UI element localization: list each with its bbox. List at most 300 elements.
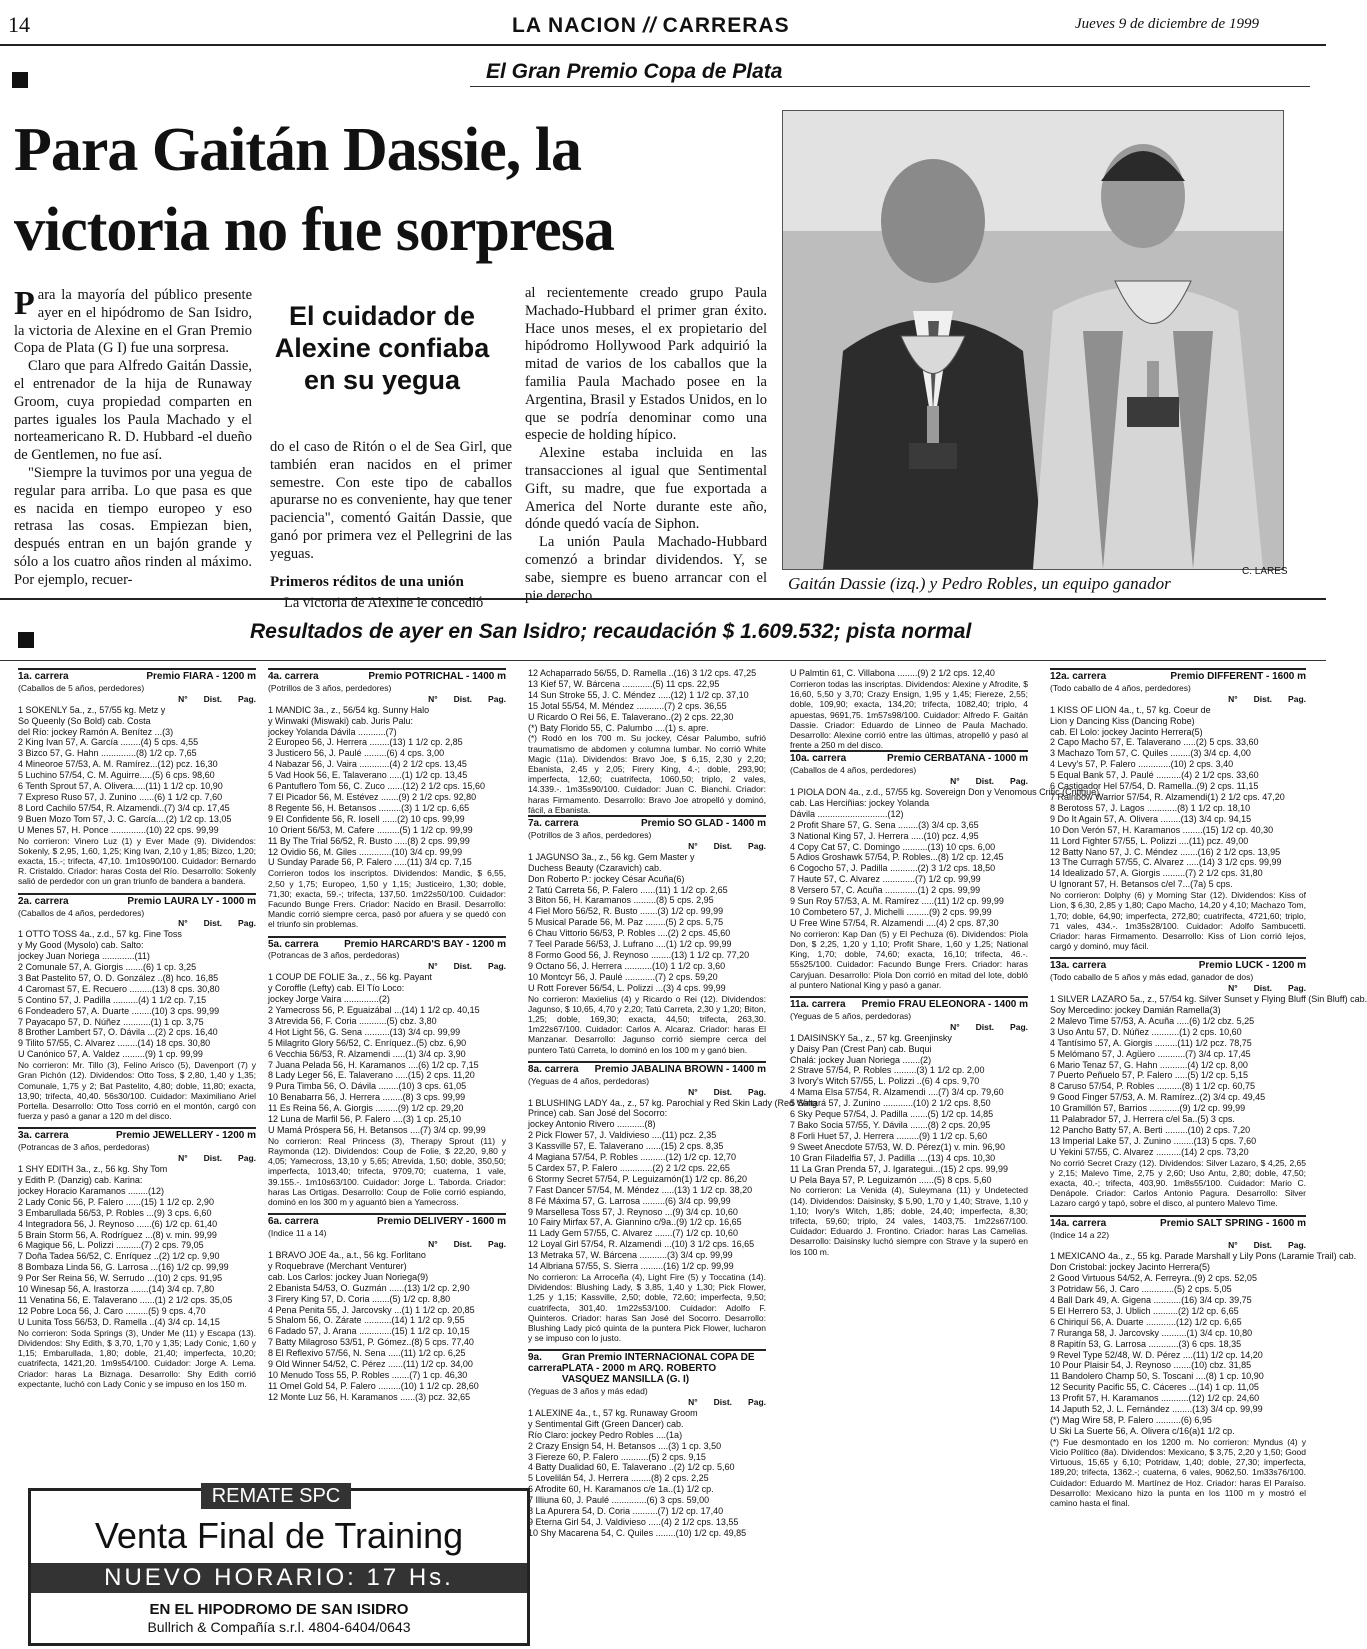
result-line: 4 Copy Cat 57, C. Domingo ..........(13) 10 cps. 6,00: [790, 841, 996, 852]
result-line: 12 Monte Luz 56, H. Karamanos ......(3) pcz. 32,65: [268, 1391, 471, 1402]
result-line: U Sunday Parade 56, P. Falero .....(11) 3/4 cp. 7,15: [268, 857, 472, 868]
photo-illustration: [783, 111, 1283, 569]
article-paragraph: al recientemente creado grupo Paula Machado-Hubbard el primer gran éxito. Hace unos meses, el ex propietario del hipódromo Hollywood Park adquirió la mitad de varios de los caballos que la familia Paula Machado posee en la Argentina, Brasil y Estados Unidos, en lo que se podría denominar como una especie de holding hípico.: [525, 285, 767, 444]
results-title: Resultados de ayer en San Isidro; recaudación $ 1.609.532; pista normal: [250, 620, 972, 643]
result-line: 4 Mama Elsa 57/54, R. Alzamendi ....(7) 3/4 cp. 79,60: [790, 1087, 1004, 1098]
result-line: 5 Brain Storm 56, A. Rodríguez ...(8) v. min. 99,99: [18, 1229, 217, 1240]
race-header: [268, 940, 506, 951]
column-header-pag: Pag.: [488, 961, 506, 972]
race-notes: (*) Rodó en los 700 m. Su jockey, César Palumbo, sufrió traumatismo de abdomen y columna lumbar. No corrió White Magic (11a). Dividendos: Bravo Joe, $ 6,15, 2,30 y 2,20; Ebanista, 2,45 y 2,05; Firery King, 4.-; doble, 293,90; imperfecta, 12,60; cuatrifecta, 1060,50; triplo, 2 vales, 14.339.-. 1m35s90/100. Cuidador: Juan C. Bianchi. Criador: haras Firmamento. Desarrollo: Bravo Joe atropelló y dominó, fácil, a Ebanista.: [528, 733, 766, 815]
result-line: 9 Buen Mozo Tom 57, J. C. García....(2) 1/2 cp. 13,05: [18, 813, 232, 824]
race-number: 4a. carrera: [268, 671, 319, 682]
article-paragraph: La unión Paula Machado-Hubbard comenzó a brindar dividendos. Y, se sabe, siempre es bueno arrancar con el pie derecho.: [525, 534, 767, 604]
race-result: [790, 668, 1028, 750]
result-line: jockey Yolanda Dávila ...........(7): [268, 726, 397, 737]
race-conditions: (Todo caballo de 5 años y más edad, ganador de dos): [1050, 972, 1254, 983]
result-line: 9 Por Ser Reina 56, W. Serrudo ...(10) 2 cps. 91,95: [18, 1273, 223, 1284]
race-conditions: (Potrancas de 3 años, perdedoras): [18, 1142, 150, 1153]
column-header-dist: Dist.: [1253, 1240, 1273, 1251]
race-column-headers: [268, 694, 506, 705]
race-conditions: (Yeguas de 4 años, perdedoras): [528, 1075, 650, 1086]
race-header: [528, 819, 766, 830]
race-column-headers: [1050, 1240, 1306, 1251]
result-line: 11 Omel Gold 54, P. Falero .........(10) 1 1/2 cp. 28,60: [268, 1380, 479, 1391]
result-line: U Rott Forever 56/54, L. Polizzi ...(3) 4 cps. 99,99: [528, 982, 726, 993]
result-line: cab. Los Carlos: jockey Juan Noriega(9): [268, 1271, 429, 1282]
race-name: Premio JABALINA BROWN - 1400 m: [594, 1063, 766, 1075]
result-line: y Winwaki (Miswaki) cab. Juris Palu:: [268, 715, 414, 726]
column-header-n: N°: [950, 1021, 960, 1032]
column-header-dist: Dist.: [453, 961, 473, 972]
race-column-headers: [18, 1153, 256, 1164]
ad-title: Venta Final de Training: [94, 1515, 464, 1556]
result-line: 2 Good Virtuous 54/52, A. Ferreyra..(9) 2 cps. 52,05: [1050, 1273, 1257, 1284]
race-header: [528, 1065, 766, 1076]
result-line: 5 Milagrito Glory 56/52, C. Enríquez..(5) cbz. 6,90: [268, 1037, 467, 1048]
race-column-headers: [18, 694, 256, 705]
result-line: U Canónico 57, A. Valdez .........(9) 1 cp. 99,99: [18, 1049, 203, 1060]
result-line: So Queenly (So Bold) cab. Costa: [18, 715, 151, 726]
result-line: U Mamá Próspera 56, H. Betansos ....(7) 3/4 cp. 99,99: [268, 1124, 486, 1135]
column-header-pag: Pag.: [238, 693, 256, 704]
race-result: [268, 1213, 506, 1402]
result-line: 2 Europeo 56, J. Herrera ........(13) 1 1/2 cp. 2,85: [268, 737, 463, 748]
result-line: 3 Fiereze 60, P. Falero ...........(5) 2 cps. 9,15: [528, 1451, 706, 1462]
race-conditions: (Potrancas de 3 años, perdedoras): [268, 950, 400, 961]
result-line: 7 Illiuna 60, J. Paulé ..............(6) 3 cps. 59,00: [528, 1495, 710, 1506]
column-header-pag: Pag.: [238, 1153, 256, 1164]
column-header-n: N°: [1228, 983, 1238, 994]
result-line: y My Good (Mysolo) cab. Salto:: [18, 940, 144, 951]
column-header-dist: Dist.: [1253, 693, 1273, 704]
column-header-dist: Dist.: [975, 776, 995, 787]
result-line: 8 Brother Lambert 57, O. Dávila ...(2) 2 cps. 16,40: [18, 1027, 218, 1038]
column-header-dist: Dist.: [203, 918, 223, 929]
header-rule: [0, 44, 1326, 46]
result-line: 9 Marsellesa Toss 57, J. Reynoso ...(9) 3/4 cp. 10,60: [528, 1206, 738, 1217]
result-line: 7 Expreso Ruso 57, J. Zunino ......(6) 1 1/2 cp. 7,60: [18, 791, 223, 802]
result-line: 2 Strave 57/54, P. Robles .........(3) 1 1/2 cp. 2,00: [790, 1065, 985, 1076]
result-line: 10 Shy Macarena 54, C. Quiles ........(10) 1/2 cp. 49,85: [528, 1527, 747, 1538]
race-name: Premio CERBATANA - 1000 m: [887, 753, 1028, 765]
result-line: 11 Bandolero Champ 50, S. Toscani ....(8) 1 cp. 10,90: [1050, 1371, 1264, 1382]
section-marker-icon: [18, 632, 34, 648]
result-line: (*) Mag Wire 58, P. Falero ..........(6) 6,95: [1050, 1414, 1212, 1425]
result-line: 12 Loyal Girl 57/54, R. Alzamendi ...(10) 3 1/2 cps. 16,65: [528, 1239, 755, 1250]
masthead-separator: //: [642, 14, 657, 37]
race-notes: Corrieron todas las inscriptas. Dividendos: Alexine y Afrodite, $ 16,60, 5,50 y 3,70; Crazy Ensign, 1,95 y 1,45; Fiereze, 2,55; doble, 109,90; exacta, 134,20; trifecta, 1082,40; triplo, 4 apuestas, 9691,75. 1m57s98/100. Cuidador: Alfredo F. Gaitán Dassie. Criador: Eduardo de Linneo de Paula Machado. Desarrollo: Alexine corrió entre las últimas, atropelló y pasó al frente a 250 m del disco.: [790, 678, 1028, 751]
result-line: 6 Fadado 57, J. Arana .............(15) 1 1/2 cp. 10,15: [268, 1326, 470, 1337]
article-column-3: [525, 285, 767, 605]
race-name: Premio SO GLAD - 1400 m: [640, 818, 766, 830]
results-column-1: [18, 668, 256, 1395]
race-conditions: (Yeguas de 5 años, perdedoras): [790, 1010, 912, 1021]
column-header-n: N°: [688, 1086, 698, 1097]
result-line: 10 Pour Plaisir 54, J. Reynoso .......(10) cbz. 31,85: [1050, 1360, 1252, 1371]
column-header-dist: Dist.: [713, 1397, 733, 1408]
result-line: 1 JAGUNSO 3a., z., 56 kg. Gem Master y: [528, 851, 695, 862]
result-line: 13 Kief 57, W. Bárcena ............(5) 11 cps. 22,95: [528, 678, 720, 689]
result-line: 3 Embarullada 56/53, P. Robles ...(9) 3 cps. 6,60: [18, 1207, 212, 1218]
race-name: Premio HARCARD'S BAY - 1200 m: [344, 938, 506, 950]
result-line: 6 Stormy Secret 57/54, P. Leguizamón(1) 1/2 cp. 86,20: [528, 1173, 747, 1184]
race-column-headers: [790, 1022, 1028, 1033]
result-line: 14 Sun Stroke 55, J. C. Méndez .....(12) 1 1/2 cp. 37,10: [528, 689, 749, 700]
race-name: Premio LAURA LY - 1000 m: [127, 895, 256, 907]
ad-schedule: NUEVO HORARIO: 17 Hs.: [31, 1563, 527, 1593]
result-line: 11 Es Reina 56, A. Giorgis .........(9) 1/2 cp. 29,20: [268, 1103, 464, 1114]
result-line: 5 Saltará 57, J. Zunino ............(10) 2 1/2 cps. 8,50: [790, 1098, 991, 1109]
result-line: 1 SOKENLY 5a., z., 57/55 kg. Metz y: [18, 704, 166, 715]
paper-name: LA NACION: [512, 14, 637, 37]
race-header: [1050, 961, 1306, 972]
result-line: 14 Albriana 57/55, S. Sierra .........(16) 1/2 cp. 99,99: [528, 1261, 734, 1272]
result-line: Soy Mercedino: jockey Damián Ramella(3): [1050, 1004, 1221, 1015]
column-header-dist: Dist.: [1253, 983, 1273, 994]
race-column-headers: [268, 961, 506, 972]
race-notes: No corrieron: Real Princess (3), Therapy Sprout (11) y Raymonda (12). Dividendos: Coup de Folie, $ 22,20, 9,80 y 4,05; Yamecross, 13,10 y 5,65; Atrevida, 1,50; doble, 350,50; imperfecta, 1013,40; trifecta, 9709,70; cuaterna, 1 vale, 39.155.-. 1m10s63/100. Cuidador: Jorge L. Taborda. Criador: haras Las Ortigas. Desarrollo: Coup de Folie corrió espiando, dominó en los 300 m y aguantó bien a Yamecross.: [268, 1135, 506, 1208]
result-line: 5 Cardex 57, P. Falero .............(2) 2 1/2 cps. 22,65: [528, 1162, 730, 1173]
race-column-headers: [528, 841, 766, 852]
result-line: 9 Octano 56, J. Herrera ...........(10) 1 1/2 cp. 3,60: [528, 960, 726, 971]
result-line: cab. El Lolo: jockey Jacinto Herrera(5): [1050, 726, 1203, 737]
result-line: 12 Achaparrado 56/55, D. Ramella ..(16) 3 1/2 cps. 47,25: [528, 668, 757, 678]
result-line: 4 Tantísimo 57, A. Giorgis .........(11) 1/2 pcz. 78,75: [1050, 1037, 1252, 1048]
masthead: [512, 14, 790, 38]
result-line: 4 Hot Light 56, G. Sena ..........(13) 3/4 cp. 99,99: [268, 1026, 461, 1037]
race-header: [18, 1131, 256, 1142]
result-line: 7 Rainbow Warrior 57/54, R. Alzamendi(1) 2 1/2 cps. 47,20: [1050, 791, 1285, 802]
result-line: 2 Capo Macho 57, E. Talaverano .....(2) 5 cps. 33,60: [1050, 737, 1259, 748]
result-line: 7 Batty Milagroso 53/51, P. Gómez..(8) 5 cps. 77,40: [268, 1337, 474, 1348]
result-line: 13 Imperial Lake 57, J. Zunino ........(13) 5 cps. 7,60: [1050, 1135, 1257, 1146]
result-line: del Río: jockey Ramón A. Benítez ...(3): [18, 726, 174, 737]
result-line: 5 Contino 57, J. Padilla ..........(4) 1 1/2 cp. 7,15: [18, 994, 207, 1005]
result-line: 2 Malevo Time 57/53, A. Acuña .....(6) 1/2 cbz. 5,25: [1050, 1015, 1255, 1026]
result-line: 1 MEXICANO 4a., z., 55 kg. Parade Marshall y Lily Pons (Laramie Trail) cab.: [1050, 1251, 1357, 1262]
result-line: 13 Metraka 57, W. Bárcena ...........(3) 3/4 cp. 99,99: [528, 1250, 733, 1261]
result-line: 7 Payacapo 57, D. Núñez ...........(1) 1 cp. 3,75: [18, 1016, 204, 1027]
result-line: 12 Ovidio 56, M. Giles .............(10) 3/4 cp. 99,99: [268, 846, 463, 857]
result-line: 1 KISS OF LION 4a., t., 57 kg. Coeur de: [1050, 704, 1211, 715]
result-line: U Ignorant 57, H. Betansos c/el 7...(7a) 5 cps.: [1050, 879, 1233, 890]
ad-contact: Bullrich & Compañía s.r.l. 4804-6404/0643: [147, 1619, 411, 1635]
result-line: 7 Fast Dancer 57/54, M. Méndez .....(13) 1 1/2 cp. 38,20: [528, 1184, 753, 1195]
result-line: 10 Montcyr 56, J. Paulé ............(7) 2 cps. 59,20: [528, 971, 718, 982]
result-line: U Ricardo O Rei 56, E. Talaverano..(2) 2 cps. 22,30: [528, 711, 734, 722]
article-paragraph: La victoria de Alexine le concedió: [284, 595, 484, 612]
race-notes: No corrieron: Vinero Luz (1) y Ever Made (9). Dividendos: Sokenly, $ 2,95, 1,60, 1,25; King Ivan, 2,10 y 1,85; Bizco, 1,20; exacta, 15.-; trifecta, 47,10. 1m10s90/100. Cuidador: Bernardo R. Cristaldo. Criador: haras Costa del Río. Desarrollo: Sokenly salió de perdedor con un gran triunfo de bandera a bandera.: [18, 835, 256, 887]
result-line: 9 Revel Type 52/48, W. D. Pérez ....(11) 1/2 cp. 14,20: [1050, 1349, 1263, 1360]
result-line: (*) Baty Florido 55, C. Palumbo ....(1) s. apre.: [528, 722, 709, 733]
result-line: 2 Profit Share 57, G. Sena ........(3) 3/4 cp. 3,65: [790, 819, 979, 830]
result-line: U Yekini 57/55, C. Alvarez ..........(14) 2 cps. 73,20: [1050, 1146, 1249, 1157]
race-result: [18, 893, 256, 1122]
result-line: 5 Melómano 57, J. Agüero ...........(7) 3/4 cp. 17,45: [1050, 1048, 1251, 1059]
result-line: 2 Comunale 57, A. Giorgis .......(6) 1 cp. 3,25: [18, 962, 197, 973]
result-line: 6 Mario Tenaz 57, G. Hahn ...........(4) 1/2 cp. 8,00: [1050, 1059, 1248, 1070]
article-paragraph: Claro que para Alfredo Gaitán Dassie, el entrenador de la hija de Runaway Groom, cuya propiedad comparten en partes iguales los Paula Machado y el norteamericano R. D. Hubbard -el dueño de Gentlemen, no fue así.: [14, 358, 252, 464]
race-result: [268, 668, 506, 930]
column-header-dist: Dist.: [203, 1153, 223, 1164]
race-number: 10a. carrera: [790, 753, 847, 765]
result-line: Duchess Beauty (Czaravich) cab.: [528, 862, 662, 873]
race-number: 11a. carrera: [790, 999, 846, 1011]
race-name: Premio SALT SPRING - 1600 m: [1160, 1217, 1306, 1229]
result-line: 3 Bat Pastelito 57, O. D. González ..(8) hco. 16,85: [18, 972, 219, 983]
result-line: 4 Ball Dark 49, A. Gigena ...........(16) 3/4 cp. 39,75: [1050, 1295, 1252, 1306]
result-line: 6 Fondeadero 57, A. Duarte ........(10) 3 cps. 99,99: [18, 1005, 220, 1016]
race-notes: No corrieron: Kap Dan (5) y El Pechuza (6). Dividendos: Piola Don, $ 2,25, 1,20 y 1,10; Profit Share, 1,60 y 1,25; National King, 1,70; doble, 74,60; exacta, 16,10; trifecta, 46.-. 55s25/100. Cuidador: Facundo Bunge Frers. Criador: haras Caryjuan. Desarrollo: Piola Don corrió en mitad del lote, dobló al puntero National King y pasó a ganar.: [790, 928, 1028, 990]
result-line: 2 Yamecross 56, P. Eguaizábal ...(14) 1 1/2 cp. 40,15: [268, 1004, 480, 1015]
result-line: 3 Biton 56, H. Karamanos .........(8) 5 cps. 2,95: [528, 895, 714, 906]
race-notes: No corrieron: Dolphy (6) y Morning Star (12). Dividendos: Kiss of Lion, $ 6,30, 2,85 y 1,80; Capo Macho, 14,20 y 4,10; Machazo Tom, 1,70; doble, 64,90; imperfecta, 272,80; cuatrifecta, 4721,60; triplo, 71 vales, 434.-. 1m35s28/100. Cuidador: Adolfo Sambucetti. Criador: haras Firmamento. Desarrollo: Kiss of Lion corrió lejos, cargó y dominó, muy fácil.: [1050, 890, 1306, 952]
race-notes: Corrieron todos los inscriptos. Dividendos: Mandic, $ 6,55, 2,50 y 1,75; Europeo, 1,50 y 1,15; Justiceiro, 1,30; doble, 71,30; exacta, 59.-; trifecta, 137,50. 1m22s50/100. Cuidador: Facundo Bunge Frers. Criador: Nacido en Brasil. Desarrollo: Mandic corrió siempre cerca, pasó por afuera y se quedó con el triunfo sin problemas.: [268, 868, 506, 930]
result-line: jockey Horacio Karamanos ........(12): [18, 1185, 165, 1196]
result-line: 1 MANDIC 3a., z., 56/54 kg. Sunny Halo: [268, 704, 430, 715]
result-line: 7 El Picador 56, M. Estévez .......(9) 2 1/2 cps. 92,80: [268, 791, 477, 802]
remate-advertisement: [28, 1485, 530, 1646]
result-line: 5 Lovelilán 54, J. Herrera ........(8) 2 cps. 2,25: [528, 1473, 709, 1484]
result-line: 6 Castigador Hel 57/54, D. Ramella..(9) 2 cps. 11,15: [1050, 781, 1259, 792]
section-marker-icon: [12, 72, 28, 88]
result-line: 5 Adios Groshawk 57/54, P. Robles...(8) 1/2 cp. 12,45: [790, 852, 1004, 863]
race-number: 6a. carrera: [268, 1216, 319, 1228]
result-line: 12 Luna de Marfil 56, P. Falero ....(3) 1 cp. 25,10: [268, 1114, 461, 1125]
result-line: 12 Security Pacific 55, C. Cáceres ...(14) 1 cp. 11,05: [1050, 1382, 1259, 1393]
result-line: 4 Nabazar 56, J. Vaira ............(4) 2 1/2 cps. 13,45: [268, 759, 467, 770]
result-line: 8 Lord Cachilo 57/54, R. Alzamendi..(7) 3/4 cp. 17,45: [18, 802, 230, 813]
race-notes: No corrieron: Mr. Tillo (3), Felino Arisco (5), Davenport (7) y Gran Pichón (12). Dividendos: Otto Toss, $ 2,80, 1,40 y 1,35; Comunale, 1,75 y 2; Bat Pastelito, 4,80; doble, 11,80; exacta, 13,90; trifecta, 40,40. 56s30/100. Cuidador: Maximiliano Ariel Portella. Desarrollo: Otto Toss corrió en el montón, cargó con fuerza y pasó a ganar a 120 m del disco.: [18, 1060, 256, 1122]
column-header-pag: Pag.: [1288, 693, 1306, 704]
article-paragraph: Alexine estaba incluida en las transacciones al igual que Sentimental Gift, su madre, que fue exportada a America del Norte durante este año, dónde quedó vacía de Siphon.: [525, 445, 767, 533]
result-line: 14 Idealizado 57, A. Giorgis .........(7) 2 1/2 cps. 31,80: [1050, 868, 1263, 879]
race-column-headers: [268, 1239, 506, 1250]
result-line: 6 Pantuflero Tom 56, C. Zuco ......(12) 2 1/2 cps. 15,60: [268, 781, 485, 792]
result-line: jockey Juan Noriega .............(11): [18, 951, 150, 962]
result-line: 1 BRAVO JOE 4a., a.t., 56 kg. Forlitano: [268, 1249, 426, 1260]
result-line: 10 Don Verón 57, H. Karamanos ........(15) 1/2 cp. 40,30: [1050, 824, 1274, 835]
result-line: 7 Puerto Peñuelo 57, P. Falero .....(5) 1/2 cp. 5,15: [1050, 1070, 1248, 1081]
race-conditions: (Potrillos de 3 años, perdedores): [528, 829, 652, 840]
race-header: [790, 754, 1028, 765]
race-name: Gran Premio INTERNACIONAL COPA DE PLATA - 2000 m ARQ. ROBERTO VASQUEZ MANSILLA (G. I): [561, 1352, 755, 1386]
article-paragraph: do el caso de Ritón o el de Sea Girl, que también eran nacidos en el primer semestre. Con este tipo de caballos apurarse no es conveniente, hay que tener paciencia", comentó Gaitán Dassie, que ganó por primera vez el Pellegrini de las yeguas.: [270, 439, 512, 562]
headline: Para Gaitán Dassie, la victoria no fue sorpresa: [14, 116, 614, 264]
article-subhead: Primeros réditos de una unión: [270, 573, 464, 590]
column-header-pag: Pag.: [488, 1239, 506, 1250]
column-header-pag: Pag.: [1010, 776, 1028, 787]
column-header-n: N°: [1228, 1240, 1238, 1251]
result-line: 9 Old Winner 54/52, C. Pérez ......(11) 1/2 cp. 34,00: [268, 1359, 473, 1370]
result-line: 9 Good Finger 57/53, A. M. Ramírez..(2) 3/4 cp. 49,45: [1050, 1092, 1266, 1103]
result-line: 10 Benabarra 56, J. Herrera ........(8) 3 cps. 99,99: [268, 1092, 466, 1103]
result-line: y Coroffle (Lefty) cab. El Tío Loco:: [268, 983, 405, 994]
result-line: 1 COUP DE FOLIE 3a., z., 56 kg. Payant: [268, 972, 432, 983]
result-line: 5 El Herrero 53, J. Ublich ..........(2) 1/2 cp. 6,65: [1050, 1305, 1239, 1316]
race-name: Premio DELIVERY - 1600 m: [377, 1216, 506, 1228]
dropcap: P: [14, 285, 35, 322]
result-line: jockey Antonio Rivero ...........(8): [528, 1119, 656, 1130]
result-line: 10 Winesap 56, A. Irastorza .......(14) 3/4 cp. 7,80: [18, 1284, 215, 1295]
result-line: 10 Fairy Mirfax 57, A. Giannino c/9a..(9) 1/2 cp. 16,65: [528, 1217, 742, 1228]
race-number: 2a. carrera: [18, 895, 69, 907]
result-line: 1 OTTO TOSS 4a., z.d., 57 kg. Fine Toss: [18, 929, 182, 940]
result-line: Don Cristobal: jockey Jacinto Herrera(5): [1050, 1262, 1211, 1273]
race-result: [18, 1127, 256, 1389]
column-header-n: N°: [428, 961, 438, 972]
race-column-headers: [528, 1397, 766, 1408]
race-result: [1050, 1215, 1357, 1509]
result-line: U Free Wine 57/54, R. Alzamendi ....(4) 2 cps. 87,30: [790, 917, 999, 928]
result-line: 7 Teel Parade 56/53, J. Lufrano ....(1) 1/2 cp. 99,99: [528, 939, 732, 950]
race-conditions: (Todo caballo de 4 años, perdedores): [1050, 682, 1191, 693]
race-result: [528, 815, 766, 1055]
result-line: 3 Ivory's Witch 57/55, L. Polizzi ..(6) 4 cps. 9,70: [790, 1076, 980, 1087]
result-line: 7 Bako Socia 57/55, Y. Dávila .......(8) 2 cps. 20,95: [790, 1120, 991, 1131]
column-header-pag: Pag.: [1010, 1021, 1028, 1032]
result-line: 9 Tilito 57/55, C. Alvarez ........(14) 18 cps. 30,80: [18, 1038, 211, 1049]
result-line: 9 Sun Roy 57/53, A. M. Ramírez .....(11) 1/2 cp. 99,99: [790, 896, 1004, 907]
race-number: 8a. carrera: [528, 1063, 579, 1075]
result-line: 1 ALEXINE 4a., t., 57 kg. Runaway Groom: [528, 1407, 698, 1418]
ad-brand: REMATE SPC: [201, 1483, 351, 1509]
result-line: 3 Machazo Tom 57, C. Quiles ........(3) 3/4 cp. 4,00: [1050, 748, 1251, 759]
result-line: 4 Magiana 57/54, P. Robles ..........(12) 1/2 cp. 12,70: [528, 1152, 736, 1163]
deck-subheadline: El cuidador de Alexine confiaba en su yegua: [274, 301, 490, 395]
result-line: U Ski La Suerte 56, A. Olivera c/16(a)1 1/2 cp.: [1050, 1425, 1235, 1436]
result-line: 5 Vad Hook 56, E. Talaverano .....(1) 1/2 cp. 13,45: [268, 770, 468, 781]
column-header-n: N°: [178, 918, 188, 929]
result-line: 4 Fiel Moro 56/52, R. Busto .......(3) 1/2 cp. 99,99: [528, 906, 724, 917]
result-line: 11 Lord Fighter 57/55, L. Polizzi ....(11) pcz. 49,00: [1050, 835, 1249, 846]
result-line: 1 BLUSHING LADY 4a., z., 57 kg. Parochial y Red Skin Lady (Red Wing: [528, 1097, 817, 1108]
result-line: 6 Afrodite 60, H. Karamanos c/e 1a..(1) 1/2 cp.: [528, 1484, 714, 1495]
result-line: 3 Firery King 57, D. Coria .......(5) 1/2 cp. 8,80: [268, 1293, 451, 1304]
race-notes: (*) Fue desmontado en los 1200 m. No corrieron: Myndus (4) y Vicio Político (8a). Dividendos: Mexicano, $ 3,75, 2,20 y 1,50; Good Virtuous, 15,65 y 6,10; Potridaw, 1,40; doble, 27,30; imperfecta, 189,20; trifecta, 1362.-; cuaterna, 6 vales, 9062,50. 1m33s76/100. Cuidador: Eduardo M. Martínez de Hoz. Criador: haras El Paraíso. Desarrollo: Mexicano hizo la punta en los 1100 m y mostró el camino hasta el final.: [1050, 1436, 1306, 1509]
result-line: y Sentimental Gift (Green Dancer) cab.: [528, 1418, 684, 1429]
race-column-headers: [528, 1087, 766, 1098]
result-line: 12 Pancho Batty 57, A. Berti .........(10) 2 cps. 7,20: [1050, 1124, 1251, 1135]
photo-caption: Gaitán Dassie (izq.) y Pedro Robles, un equipo ganador: [788, 574, 1171, 593]
result-line: y Edith P. (Danzig) cab. Karina:: [18, 1175, 143, 1186]
result-line: 4 Caromast 57, E. Recuero .........(13) 8 cps. 30,80: [18, 983, 220, 994]
results-column-2: [268, 668, 506, 1409]
result-line: 13 Profit 57, H. Karamanos ...........(12) 1/2 cp. 24,60: [1050, 1393, 1260, 1404]
result-line: 10 Menudo Toss 55, P. Robles .......(7) 1 cp. 46,30: [268, 1369, 468, 1380]
result-line: 3 Bizco 57, G. Hahn ..............(8) 1/2 cp. 7,65: [18, 748, 197, 759]
result-line: 6 Chiriquí 56, A. Duarte ............(12) 1/2 cp. 6,65: [1050, 1316, 1242, 1327]
result-line: 3 Potridaw 56, J. Caro .............(5) 2 cps. 5,05: [1050, 1284, 1232, 1295]
result-line: 2 Crazy Ensign 54, H. Betansos ....(3) 1 cp. 3,50: [528, 1440, 722, 1451]
column-header-pag: Pag.: [748, 840, 766, 851]
result-line: 8 La Apurera 54, D. Coria ..........(7) 1/2 cp. 17,40: [528, 1506, 724, 1517]
race-result: [18, 668, 256, 887]
race-column-headers: [18, 918, 256, 929]
issue-date: Jueves 9 de diciembre de 1999: [1075, 16, 1259, 32]
result-line: 10 Gramillón 57, Barrios ............(9) 1/2 cp. 99,99: [1050, 1103, 1246, 1114]
result-line: 10 Orient 56/53, M. Cafere .........(5) 1 1/2 cp. 99,99: [268, 824, 473, 835]
result-line: 9 El Confidente 56, R. Iosell ......(2) 10 cps. 99,99: [268, 813, 465, 824]
result-line: 2 Lady Conic 56, P. Falero ......(15) 1 1/2 cp. 2,90: [18, 1196, 214, 1207]
result-line: U Palmtin 61, C. Villabona ........(9) 2 1/2 cps. 12,40: [790, 668, 995, 678]
race-notes: No corrieron: Maxielius (4) y Ricardo o Rei (12). Dividendos: Jagunso, $ 10,65, 4,70 y 2,20; Tatú Carreta, 2,30 y 1,20; Biton, 1,25; doble, 169,30; exacta, 44,50; trifecta, 263,30. 1m22s67/100. Cuidador: Carlos A. Alcaraz. Criador: haras El Manzanar. Desarrollo: Jagunso corrió siempre cerca del puntero Tatú Carreta, lo dominó en los 100 m y ganó bien.: [528, 993, 766, 1055]
column-header-dist: Dist.: [203, 693, 223, 704]
result-line: 8 Caruso 57/54, P. Robles ..........(8) 1 1/2 cp. 60,75: [1050, 1081, 1255, 1092]
race-notes: No corrieron: La Arroceña (4), Light Fire (5) y Toccatina (14). Dividendos: Blushing Lady, $ 3,85, 1,40 y 1,30; Pick Flower, 1,25 y 1,15; Kassville, 2,50; doble, 72,60; imperfecta, 9,50; cuatrifecta, 301,40. 1m22s53/100. Cuidador: Adolfo F. Quinteros. Criador: haras San José del Socorro. Desarrollo: Blushing Lady picó quinta de la puntera Pick Flower, lucharon y se impuso con lo justo.: [528, 1272, 766, 1344]
race-header: [18, 897, 256, 908]
race-conditions: (Indice 11 a 14): [268, 1228, 327, 1239]
article-paragraph: "Siempre la tuvimos por una yegua de regular para arriba. Lo que pasa es que es nacida en tiempo europeo y eso retrasa las cosas. Empiezan bien, después entran en un bajón grande y sólo a los cuatro años rinden al máximo. Por ejemplo, recuer-: [14, 464, 252, 588]
result-line: 3 Atrevida 56, F. Coria ...........(5) cbz. 3,80: [268, 1015, 437, 1026]
result-line: 5 Luchino 57/54, C. M. Aguirre.....(5) 6 cps. 98,60: [18, 770, 215, 781]
result-line: 6 Tenth Sprout 57, A. Olivera.....(11) 1 1/2 cp. 10,90: [18, 781, 223, 792]
result-line: 9 Do It Again 57, A. Olivera ........(13) 3/4 cp. 94,15: [1050, 813, 1252, 824]
result-line: 4 Integradora 56, J. Reynoso ......(6) 1/2 cp. 61,40: [18, 1218, 218, 1229]
result-line: 8 Formo Good 56, J. Reynoso ........(13) 1 1/2 cp. 77,20: [528, 949, 750, 960]
result-line: 7 Ruranga 58, J. Jarcovsky ..........(1) 3/4 cp. 10,80: [1050, 1327, 1253, 1338]
race-number: 12a. carrera: [1050, 671, 1107, 682]
result-line: 11 Palabrador 57, J. Herrera c/el 5a..(5) 3 cps.: [1050, 1114, 1235, 1125]
column-header-n: N°: [1228, 693, 1238, 704]
column-header-n: N°: [178, 693, 188, 704]
column-header-dist: Dist.: [713, 1086, 733, 1097]
result-line: 2 Tatú Carreta 56, P. Falero ......(11) 1 1/2 cp. 2,65: [528, 884, 728, 895]
column-header-n: N°: [428, 693, 438, 704]
result-line: 2 Ebanista 54/53, O. Guzmán ......(13) 1/2 cp. 2,90: [268, 1282, 470, 1293]
race-column-headers: [790, 776, 1028, 787]
column-header-dist: Dist.: [975, 1021, 995, 1032]
result-line: cab. Las Herciñias: jockey Yolanda: [790, 797, 930, 808]
result-line: 8 Regente 56, H. Betansos .........(3) 1 1/2 cp. 6,65: [268, 802, 470, 813]
race-number: 5a. carrera: [268, 938, 319, 950]
result-line: Río Claro: jockey Pedro Robles ....(1a): [528, 1429, 683, 1440]
result-line: 13 The Curragh 57/55, C. Alvarez .....(14) 3 1/2 cps. 99,99: [1050, 857, 1282, 868]
race-result: [528, 1349, 766, 1538]
race-conditions: (Indice 14 a 22): [1050, 1229, 1110, 1240]
result-line: 2 King Ivan 57, A. García ........(4) 5 cps. 4,55: [18, 737, 199, 748]
result-line: y Roquebrave (Merchant Venturer): [268, 1260, 407, 1271]
result-line: 6 Chau Vittorio 56/53, P. Robles ....(2) 2 cps. 45,60: [528, 928, 731, 939]
result-line: Don Roberto P.: jockey César Acuña(6): [528, 873, 685, 884]
column-header-dist: Dist.: [453, 1239, 473, 1250]
race-notes: No corrieron: La Venida (4), Suleymana (11) y Undetected (14). Dividendos: Daisinsky, $ 5,90, 1,70 y 1,40; Strave, 1,10 y 1,10; Ivory's Witch, 1,85; doble, 24,40; imperfecta, 8,30; trifecta, 59,60; triplo, 24 vales, 1403,75. 1m22s67/100. Cuidador: Eduardo J. Frontino. Criador: haras Las Camelias. Desarrollo: Daisinsky luchó siempre con Strave y la superó en los 100 m.: [790, 1185, 1028, 1257]
result-line: 9 Eterna Girl 54, J. Valdivieso .....(4) 2 1/2 cps. 13,55: [528, 1517, 739, 1528]
result-line: Lion y Dancing Kiss (Dancing Robe): [1050, 715, 1195, 726]
race-number: 13a. carrera: [1050, 960, 1107, 972]
column-header-pag: Pag.: [1288, 1240, 1306, 1251]
result-line: 8 Rapitín 53, G. Larrosa ............(3) 6 cps. 18,35: [1050, 1338, 1242, 1349]
result-line: 6 Magique 56, L. Polizzi ..........(7) 2 cps. 79,05: [18, 1240, 204, 1251]
photo-credit: C. LARES: [1242, 566, 1288, 577]
result-line: 4 Mineoroe 57/53, A. M. Ramírez...(12) pcz. 16,30: [18, 759, 218, 770]
race-header: [268, 672, 506, 683]
race-header: [790, 1000, 1028, 1011]
result-line: 6 Sky Peque 57/54, J. Padilla .......(5) 1/2 cp. 14,85: [790, 1109, 994, 1120]
article-column-1: [14, 287, 252, 590]
result-line: 15 Jotal 55/54, M. Méndez ...........(7) 2 cps. 36,55: [528, 700, 727, 711]
result-line: 11 By The Trial 56/52, R. Busto .....(8) 2 cps. 99,99: [268, 835, 470, 846]
race-name: Premio FRAU ELEONORA - 1400 m: [861, 999, 1028, 1011]
race-conditions: (Caballos de 4 años, perdedores): [790, 765, 917, 776]
result-line: 8 Versero 57, C. Acuña .............(1) 2 cps. 99,99: [790, 885, 981, 896]
result-line: 1 SHY EDITH 3a., z., 56 kg. Shy Tom: [18, 1164, 168, 1175]
race-header: [1050, 1219, 1306, 1230]
race-name: Premio DIFFERENT - 1600 m: [1170, 671, 1306, 682]
result-line: 10 Combetero 57, J. Michelli .........(9) 2 cps. 99,99: [790, 907, 992, 918]
result-line: 6 Vecchia 56/53, R. Alzamendi .....(1) 3/4 cp. 3,90: [268, 1048, 466, 1059]
race-name: Premio POTRICHAL - 1400 m: [368, 671, 506, 682]
